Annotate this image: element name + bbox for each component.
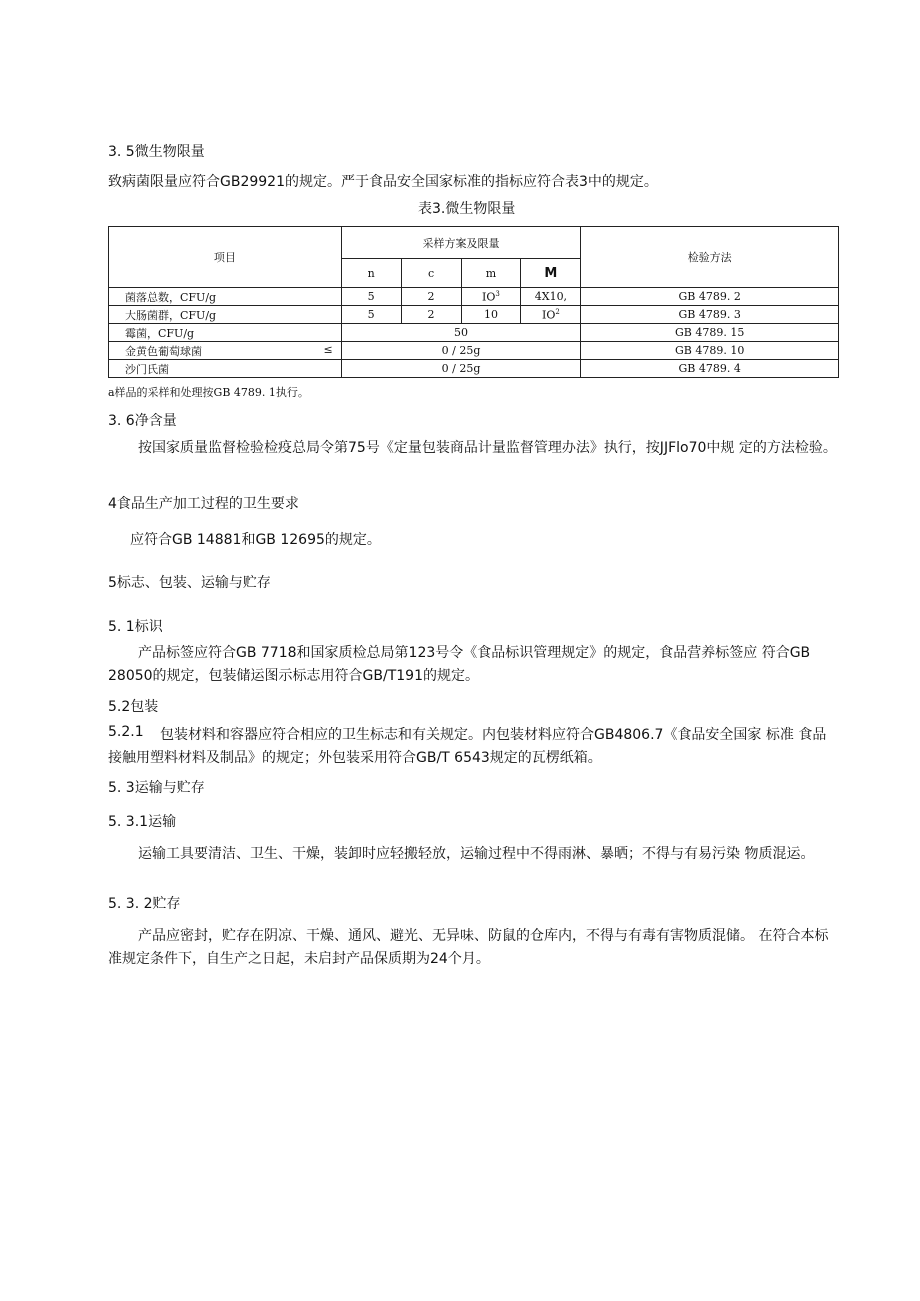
row-c: 2 <box>401 306 461 324</box>
section-3-5-text: 致病菌限量应符合GB29921的规定。严于食品安全国家标准的指标应符合表3中的规定。 <box>108 174 658 190</box>
row-item: ≤ 金黄色葡萄球菌 <box>109 342 342 360</box>
header-n: n <box>341 259 401 288</box>
row-m: 10 <box>461 306 521 324</box>
section-3-6-heading: 3. 6净含量 <box>108 413 177 429</box>
section-4-heading: 4食品生产加工过程的卫生要求 <box>108 496 299 512</box>
header-m: m <box>461 259 521 288</box>
header-plan: 采样方案及限量 <box>341 227 581 259</box>
table-row <box>109 324 839 342</box>
section-5-2-1-text: 包装材料和容器应符合相应的卫生标志和有关规定。内包装材料应符合GB4806.7《食品安全国家 标准 食品接触用塑料材料及制品》的规定；外包装采用符合GB/T 6543规定的瓦楞纸箱。 <box>108 727 827 766</box>
row-method: GB 4789. 10 <box>581 342 839 360</box>
table-row <box>109 342 839 360</box>
microbe-limit-table <box>108 226 839 378</box>
section-5-3-2-heading: 5. 3. 2贮存 <box>108 896 181 912</box>
row-item: 菌落总数，CFU/g <box>109 288 342 306</box>
section-5-3-heading: 5. 3运输与贮存 <box>108 780 205 796</box>
section-5-1-text: 产品标签应符合GB 7718和国家质检总局第123号令《食品标识管理规定》的规定，食品营养标签应 符合GB 28050的规定，包装储运图示标志用符合GB/T191的规定。 <box>108 645 811 684</box>
row-limit: 0 / 25g <box>341 360 581 378</box>
row-limit: 50 <box>341 324 581 342</box>
row-item: 沙门氏菌 <box>109 360 342 378</box>
row-n: 5 <box>341 288 401 306</box>
row-method: GB 4789. 2 <box>581 288 839 306</box>
row-item: 大肠菌群，CFU/g <box>109 306 342 324</box>
row-limit: 0 / 25g <box>341 342 581 360</box>
section-5-heading: 5标志、包装、运输与贮存 <box>108 575 271 591</box>
section-5-2-heading: 5.2包装 <box>108 699 159 715</box>
section-4-text: 应符合GB 14881和GB 12695的规定。 <box>130 532 381 548</box>
table-note: a样品的采样和处理按GB 4789. 1执行。 <box>108 386 309 399</box>
table-row <box>109 306 839 324</box>
row-method: GB 4789. 15 <box>581 324 839 342</box>
section-5-3-1-heading: 5. 3.1运输 <box>108 814 177 830</box>
header-c: c <box>401 259 461 288</box>
row-method: GB 4789. 3 <box>581 306 839 324</box>
section-5-3-1-text: 运输工具要清洁、卫生、干燥，装卸时应轻搬轻放，运输过程中不得雨淋、暴晒；不得与有易污染 物质混运。 <box>138 846 815 862</box>
row-c: 2 <box>401 288 461 306</box>
header-M: M <box>521 259 581 288</box>
section-5-2-1-number: 5.2.1 <box>108 724 144 740</box>
header-method: 检验方法 <box>581 227 839 288</box>
section-3-5-heading: 3. 5微生物限量 <box>108 144 205 160</box>
row-M: $IO^2$ <box>521 306 581 324</box>
section-5-3-2-text: 产品应密封，贮存在阴凉、干燥、通风、避光、无异味、防鼠的仓库内，不得与有毒有害物质混储。 在符合本标准规定条件下，自生产之日起，未启封产品保质期为24个月。 <box>108 928 829 967</box>
row-item: 霉菌，CFU/g <box>109 324 342 342</box>
row-n: 5 <box>341 306 401 324</box>
section-3-6-text: 按国家质量监督检验检疫总局令第75号《定量包装商品计量监督管理办法》执行，按JJFlo70中规 定的方法检验。 <box>138 440 837 456</box>
section-5-1-heading: 5. 1标识 <box>108 619 163 635</box>
row-M: 4X10, <box>521 288 581 306</box>
table-row <box>109 288 839 306</box>
table-row <box>109 360 839 378</box>
table-caption: 表3.微生物限量 <box>418 201 516 217</box>
row-method: GB 4789. 4 <box>581 360 839 378</box>
row-m: $IO^3$ <box>461 288 521 306</box>
header-item: 项目 <box>109 227 342 288</box>
